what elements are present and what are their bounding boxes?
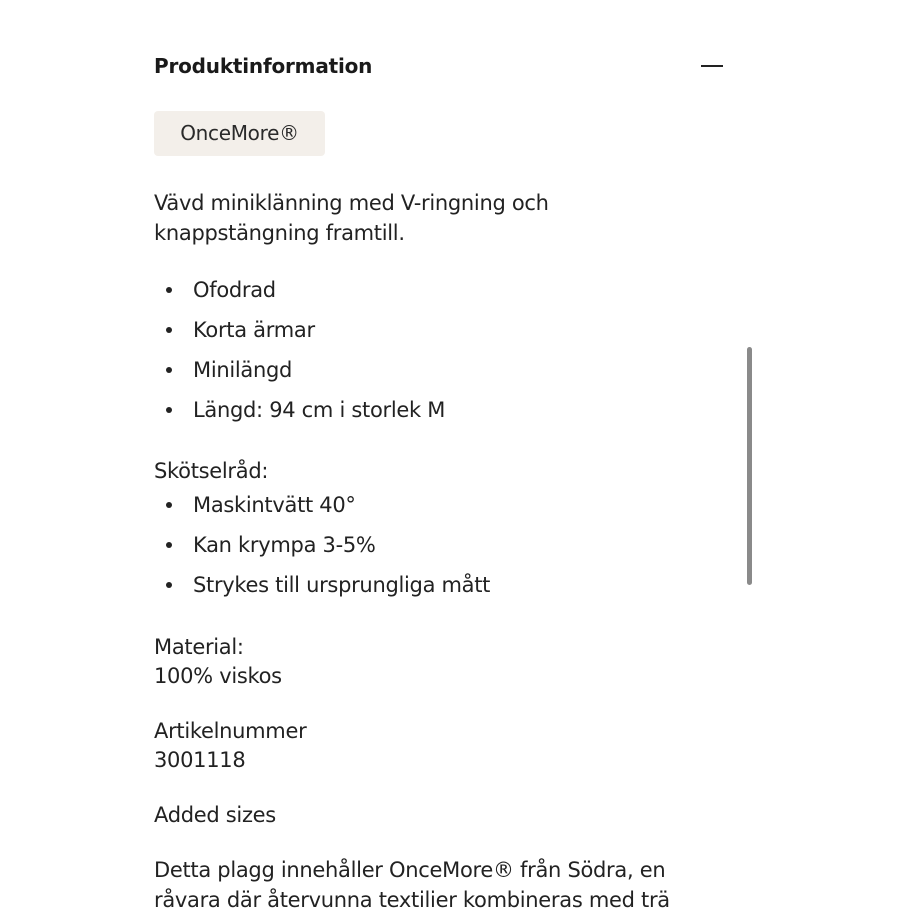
feature-item: Minilängd [193,355,292,385]
feature-item: Korta ärmar [193,315,315,345]
feature-item: Ofodrad [193,275,276,305]
bullet-icon [166,502,172,508]
section-title: Produktinformation [154,54,373,78]
care-item: Strykes till ursprungliga mått [193,570,490,600]
feature-item: Längd: 94 cm i storlek M [193,395,445,425]
bullet-icon [166,367,172,373]
bullet-icon [166,407,172,413]
scrollbar[interactable] [747,347,752,585]
article-value: 3001118 [154,748,246,772]
care-item: Maskintvätt 40° [193,490,356,520]
care-item: Kan krympa 3-5% [193,530,376,560]
bullet-icon [166,287,172,293]
footer-text-line: Detta plagg innehåller OnceMore® från Södra, en [154,858,666,882]
material-value: 100% viskos [154,664,282,688]
added-sizes: Added sizes [154,803,276,827]
description-line: Vävd miniklänning med V-ringning och [154,191,549,215]
article-label: Artikelnummer [154,719,307,743]
brand-badge: OnceMore® [154,111,325,156]
bullet-icon [166,327,172,333]
bullet-icon [166,582,172,588]
minus-icon[interactable] [701,65,723,67]
care-label: Skötselråd: [154,459,269,483]
material-label: Material: [154,635,244,659]
bullet-icon [166,542,172,548]
footer-text-line: råvara där återvunna textilier kombineras med trä [154,888,670,912]
description-line: knappstängning framtill. [154,221,405,245]
